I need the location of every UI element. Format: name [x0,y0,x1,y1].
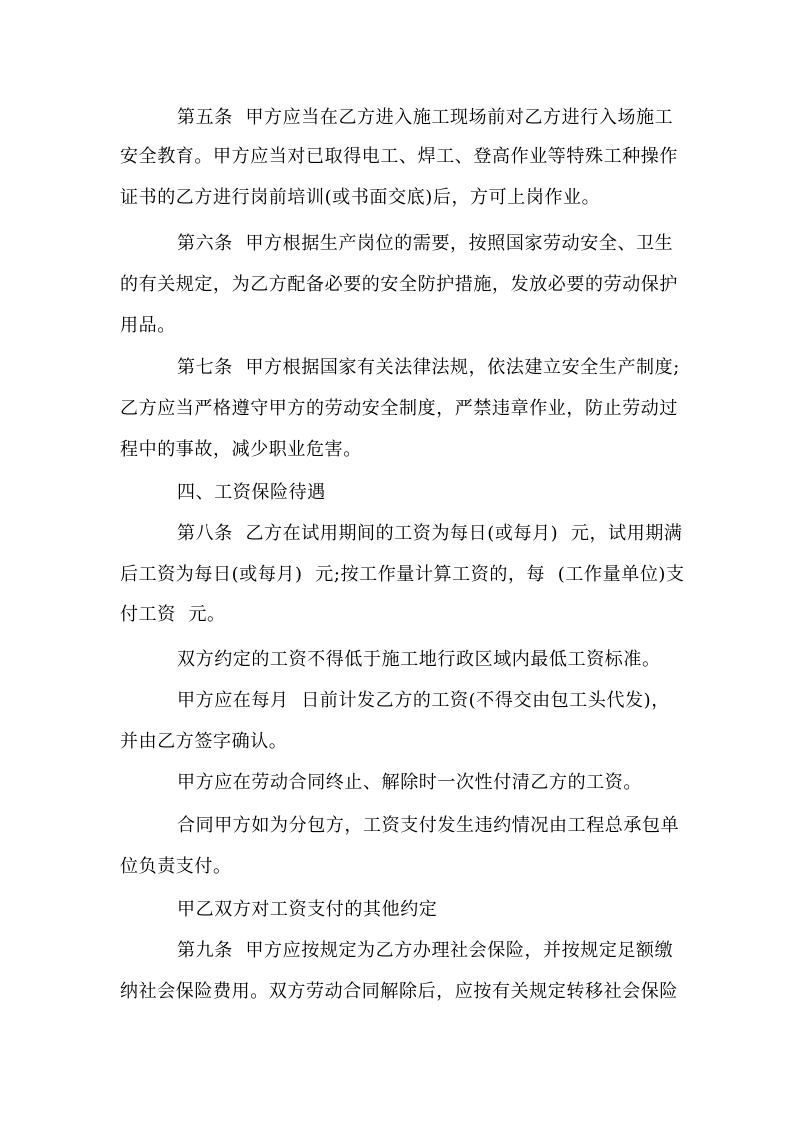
text-line: 安全教育。甲方应当对已取得电工、焊工、登高作业等特殊工种操作 [120,146,678,167]
text-line-article-5: 第五条 甲方应当在乙方进入施工现场前对乙方进行入场施工 [177,107,674,128]
text-line: 纳社会保险费用。双方劳动合同解除后，应按有关规定转移社会保险 [120,981,678,1002]
text-line: 并由乙方签字确认。 [120,731,288,752]
text-line: 甲乙双方对工资支付的其他约定 [177,899,438,920]
text-line: 的有关规定，为乙方配备必要的安全防护措施，发放必要的劳动保护 [120,274,678,295]
section-heading-wages-insurance: 四、工资保险待遇 [177,482,326,503]
text-line: 乙方应当严格遵守甲方的劳动安全制度，严禁违章作业，防止劳动过 [120,398,678,419]
text-line: 双方约定的工资不得低于施工地行政区域内最低工资标准。 [177,649,661,670]
text-line: 证书的乙方进行岗前培训(或书面交底)后，方可上岗作业。 [120,187,601,208]
text-line: 后工资为每日(或每月) 元;按工作量计算工资的，每 (工作量单位)支 [120,564,685,585]
text-line-article-8: 第八条 乙方在试用期间的工资为每日(或每月) 元，试用期满 [177,523,683,544]
text-line-article-6: 第六条 甲方根据生产岗位的需要，按照国家劳动安全、卫生 [177,233,674,254]
text-line: 用品。 [120,315,176,336]
text-line: 付工资 元。 [120,604,226,625]
text-line: 甲方应在劳动合同终止、解除时一次性付清乙方的工资。 [177,772,642,793]
text-line: 合同甲方如为分包方，工资支付发生违约情况由工程总承包单 [177,815,680,836]
text-line-article-9: 第九条 甲方应按规定为乙方办理社会保险，并按规定足额缴 [177,940,674,961]
text-line: 甲方应在每月 日前计发乙方的工资(不得交由包工头代发)， [177,690,670,711]
text-line: 程中的事故，减少职业危害。 [120,439,362,460]
text-line: 位负责支付。 [120,856,232,877]
text-line-article-7: 第七条 甲方根据国家有关法律法规，依法建立安全生产制度; [177,357,680,378]
